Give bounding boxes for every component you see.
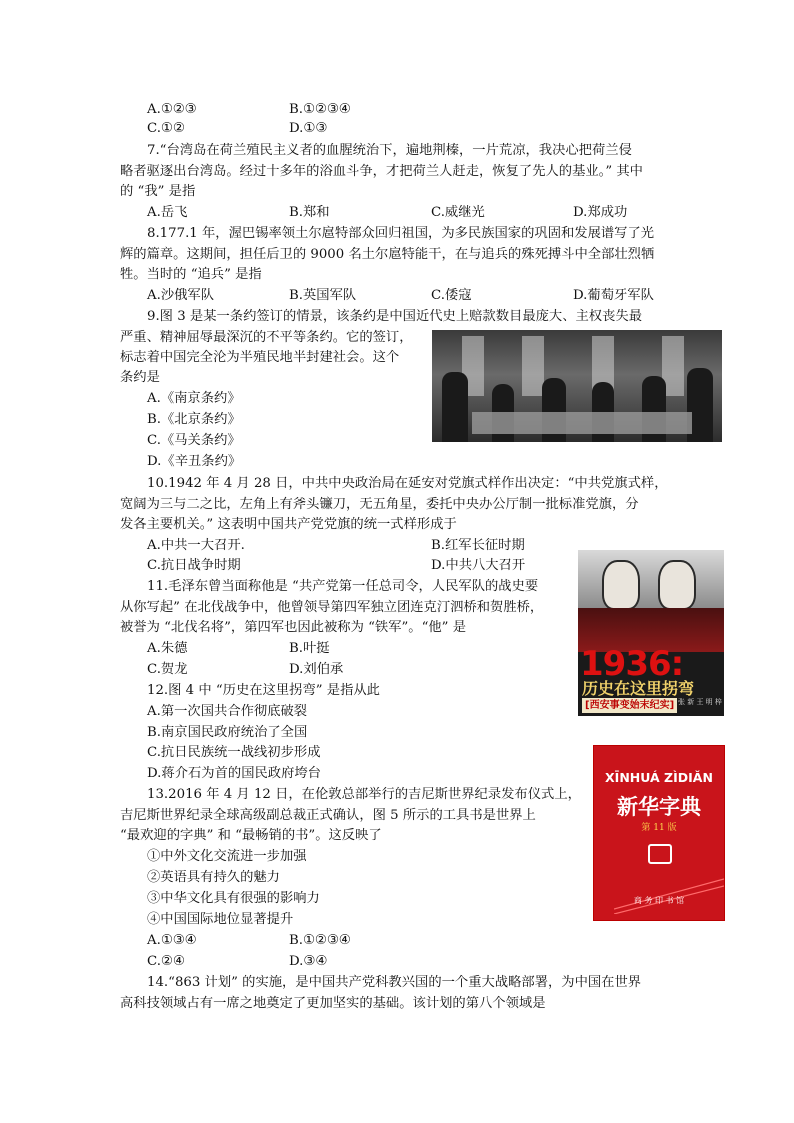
q13-option-d: D.③④ — [289, 954, 328, 969]
q10-stem-line3: 发各主要机关。” 这表明中国共产党党旗的统一式样形成于 — [120, 517, 457, 532]
q10-option-d: D.中共八大召开 — [431, 558, 526, 573]
q10-stem-line1: 10.1942 年 4 月 28 日，中共中央政治局在延安对党旗式样作出决定：“中共党旗式样， — [147, 476, 668, 491]
book-year: 1936: — [580, 644, 684, 684]
book-authors: 张 新 王 明 梓 — [678, 698, 722, 706]
q10-option-c: C.抗日战争时期 — [147, 558, 241, 573]
q9-stem-line4: 条约是 — [120, 370, 160, 385]
q9-option-c: C.《马关条约》 — [147, 433, 241, 448]
q6-option-c: C.①② — [147, 121, 185, 136]
q14-stem-line1: 14.“863 计划” 的实施，是中国共产党科教兴国的一个重大战略部署，为中国在世界 — [147, 975, 642, 990]
q13-stem-line1: 13.2016 年 4 月 12 日，在伦敦总部举行的吉尼斯世界纪录发布仪式上， — [147, 787, 581, 802]
q14-stem-line2: 高科技领域占有一席之地奠定了更加坚实的基础。该计划的第八个领域是 — [120, 996, 546, 1011]
q6-option-d: D.①③ — [289, 121, 328, 136]
q13-option-a: A.①③④ — [147, 933, 197, 948]
q13-item-4: ④中国国际地位显著提升 — [147, 912, 294, 927]
q9-option-d: D.《辛丑条约》 — [147, 454, 242, 469]
q7-stem-line1: 7.“台湾岛在荷兰殖民主义者的血腥统治下，遍地荆榛，一片荒凉，我决心把荷兰侵 — [147, 143, 632, 158]
q8-option-d: D.葡萄牙军队 — [573, 288, 654, 303]
book-subtitle: [西安事变始末纪实] — [582, 698, 677, 713]
q12-option-a: A.第一次国共合作彻底破裂 — [147, 704, 308, 719]
treaty-signing-photo — [432, 330, 722, 442]
portrait-right — [658, 560, 696, 610]
q8-stem-line1: 8.177.1 年，渥巴锡率领土尔扈特部众回归祖国，为多民族国家的巩固和发展谱写了光 — [147, 226, 655, 241]
q11-option-c: C.贺龙 — [147, 662, 188, 677]
q11-option-d: D.刘伯承 — [289, 662, 344, 677]
q10-stem-line2: 宽阔为三与二之比，左角上有斧头镰刀，无五角星，委托中央办公厅制一批标准党旗，分 — [120, 497, 639, 512]
xian-incident-book-cover — [578, 550, 724, 716]
q12-option-b: B.南京国民政府统治了全国 — [147, 725, 308, 740]
xinhua-dictionary-cover — [593, 745, 725, 921]
q11-stem-line3: 被誉为 “北伐名将”，第四军也因此被称为 “铁军”。“他” 是 — [120, 620, 466, 635]
q13-option-b: B.①②③④ — [289, 933, 351, 948]
q11-option-a: A.朱德 — [147, 641, 188, 656]
q11-option-b: B.叶挺 — [289, 641, 330, 656]
q7-option-c: C.威继光 — [431, 205, 485, 220]
q9-option-a: A.《南京条约》 — [147, 391, 241, 406]
book-title: 历史在这里拐弯 — [582, 679, 695, 698]
q9-option-b: B.《北京条约》 — [147, 412, 241, 427]
q13-item-2: ②英语具有持久的魅力 — [147, 870, 280, 885]
dictionary-publisher: 商 务 印 书 馆 — [633, 896, 685, 905]
q13-item-3: ③中华文化具有很强的影响力 — [147, 891, 320, 906]
q10-option-b: B.红军长征时期 — [431, 538, 525, 553]
q8-option-a: A.沙俄军队 — [147, 288, 215, 303]
q9-stem-line2: 严重、精神屈辱最深沉的不平等条约。它的签订， — [120, 330, 413, 345]
q11-stem-line2: 从你写起” 在北伐战争中，他曾领导第四军独立团连克汀泗桥和贺胜桥， — [120, 600, 544, 615]
q9-stem-line3: 标志着中国完全沦为半殖民地半封建社会。这个 — [120, 350, 400, 365]
q6-option-b: B.①②③④ — [289, 102, 351, 117]
q13-stem-line2: 吉尼斯世界纪录全球高级副总裁正式确认，图 5 所示的工具书是世界上 — [120, 808, 536, 823]
portrait-left — [602, 560, 640, 610]
q8-option-b: B.英国军队 — [289, 288, 357, 303]
q13-option-c: C.②④ — [147, 954, 185, 969]
q8-stem-line2: 辉的篇章。这期间，担任后卫的 9000 名土尔扈特能干，在与追兵的殊死搏斗中全部壮烈牺 — [120, 247, 655, 262]
decorative-lines-icon — [614, 864, 724, 914]
q8-option-c: C.倭寇 — [431, 288, 472, 303]
q12-option-c: C.抗日民族统一战线初步形成 — [147, 745, 321, 760]
q7-option-a: A.岳飞 — [147, 205, 188, 220]
dictionary-pinyin: XĪNHUÁ ZÌDIǍN — [605, 770, 713, 785]
q6-option-a: A.①②③ — [147, 102, 197, 117]
q8-stem-line3: 牲。当时的 “追兵” 是指 — [120, 267, 262, 282]
q7-stem-line2: 略者驱逐出台湾岛。经过十多年的浴血斗争，才把荷兰人赶走，恢复了先人的基业。” 其中 — [120, 164, 643, 179]
q7-option-b: B.郑和 — [289, 205, 330, 220]
q13-stem-line3: “最欢迎的字典” 和 “最畅销的书”。这反映了 — [120, 828, 382, 843]
book-emblem-icon — [648, 844, 672, 864]
q7-stem-line3: 的 “我” 是指 — [120, 184, 196, 199]
q12-option-d: D.蒋介石为首的国民政府垮台 — [147, 766, 321, 781]
q11-stem-line1: 11.毛泽东曾当面称他是 “共产党第一任总司令，人民军队的战史要 — [147, 579, 539, 594]
q12-stem: 12.图 4 中 “历史在这里拐弯” 是指从此 — [147, 683, 380, 698]
q10-option-a: A.中共一大召开. — [147, 538, 245, 553]
q13-item-1: ①中外文化交流进一步加强 — [147, 849, 307, 864]
q9-stem-line1: 9.图 3 是某一条约签订的情景，该条约是中国近代史上赔款数目最庞大、主权丧失最 — [147, 309, 642, 324]
dictionary-title: 新华字典 — [617, 795, 701, 819]
q7-option-d: D.郑成功 — [573, 205, 628, 220]
dictionary-edition: 第 11 版 — [641, 823, 677, 833]
